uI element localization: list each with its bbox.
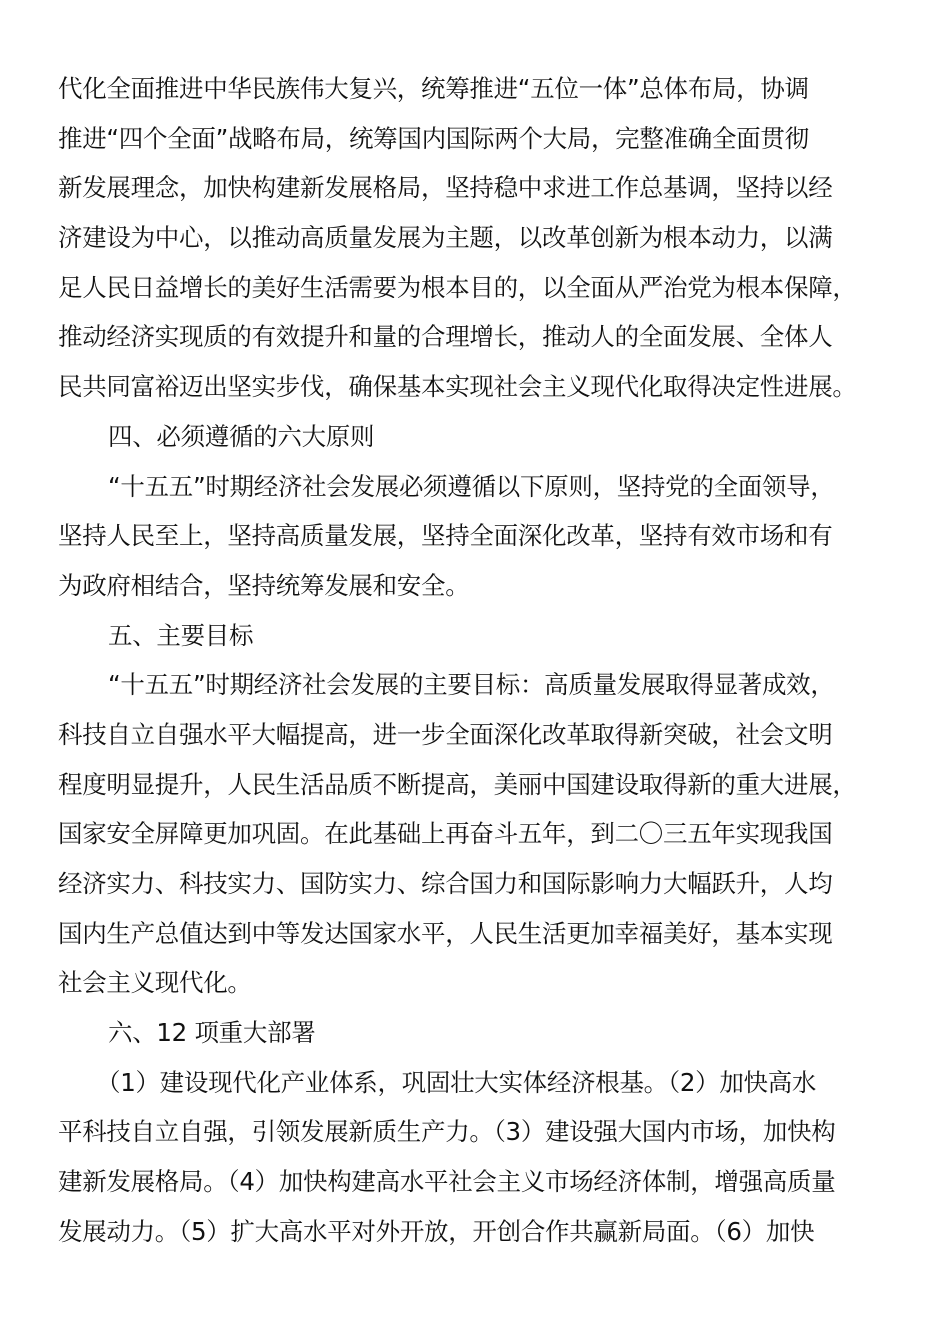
paragraph-line: “十五五”时期经济社会发展必须遵循以下原则，坚持党的全面领导， (108, 471, 835, 501)
paragraph-line: 经济实力、科技实力、国防实力、综合国力和国际影响力大幅跃升，人均 (58, 869, 833, 898)
paragraph-line: 国内生产总值达到中等发达国家水平，人民生活更加幸福美好，基本实现 (58, 918, 833, 948)
paragraph-line: 坚持人民至上，坚持高质量发展，坚持全面深化改革，坚持有效市场和有 (58, 521, 833, 551)
paragraph-line: （1）建设现代化产业体系，巩固壮大实体经济根基。（2）加快高水 (96, 1067, 817, 1097)
paragraph-line: 代化全面推进中华民族伟大复兴，统筹推进“五位一体”总体布局，协调 (58, 74, 809, 103)
paragraph-line: 足人民日益增长的美好生活需要为根本目的，以全面从严治党为根本保障， (58, 272, 857, 302)
paragraph-line: 新发展理念，加快构建新发展格局，坚持稳中求进工作总基调，坚持以经 (58, 173, 833, 203)
paragraph-line: 推动经济实现质的有效提升和量的合理增长，推动人的全面发展、全体人 (58, 322, 833, 352)
paragraph-line: 建新发展格局。（4）加快构建高水平社会主义市场经济体制，增强高质量 (58, 1167, 836, 1197)
paragraph-line: 平科技自立自强，引领发展新质生产力。（3）建设强大国内市场，加快构 (58, 1117, 836, 1147)
paragraph-line: “十五五”时期经济社会发展的主要目标：高质量发展取得显著成效， (108, 670, 835, 700)
section-heading-principles: 四、必须遵循的六大原则 (108, 421, 375, 451)
paragraph-line: 推进“四个全面”战略布局，统筹国内国际两个大局，完整准确全面贯彻 (58, 123, 809, 153)
paragraph-line: 济建设为中心，以推动高质量发展为主题，以改革创新为根本动力，以满 (58, 223, 833, 253)
paragraph-line: 为政府相结合，坚持统筹发展和安全。 (58, 570, 470, 600)
paragraph-line: 社会主义现代化。 (58, 968, 252, 998)
paragraph-line: 民共同富裕迈出坚实步伐，确保基本实现社会主义现代化取得决定性进展。 (58, 372, 857, 402)
section-heading-main-goals: 五、主要目标 (108, 620, 254, 650)
section-heading-major-deployments: 六、12 项重大部署 (108, 1018, 316, 1048)
paragraph-line: 程度明显提升，人民生活品质不断提高，美丽中国建设取得新的重大进展， (58, 769, 857, 799)
paragraph-line: 科技自立自强水平大幅提高，进一步全面深化改革取得新突破，社会文明 (58, 719, 833, 749)
paragraph-line: 国家安全屏障更加巩固。在此基础上再奋斗五年，到二〇三五年实现我国 (58, 819, 833, 849)
paragraph-line: 发展动力。（5）扩大高水平对外开放，开创合作共赢新局面。（6）加快 (58, 1216, 815, 1246)
document-page (58, 64, 896, 1257)
